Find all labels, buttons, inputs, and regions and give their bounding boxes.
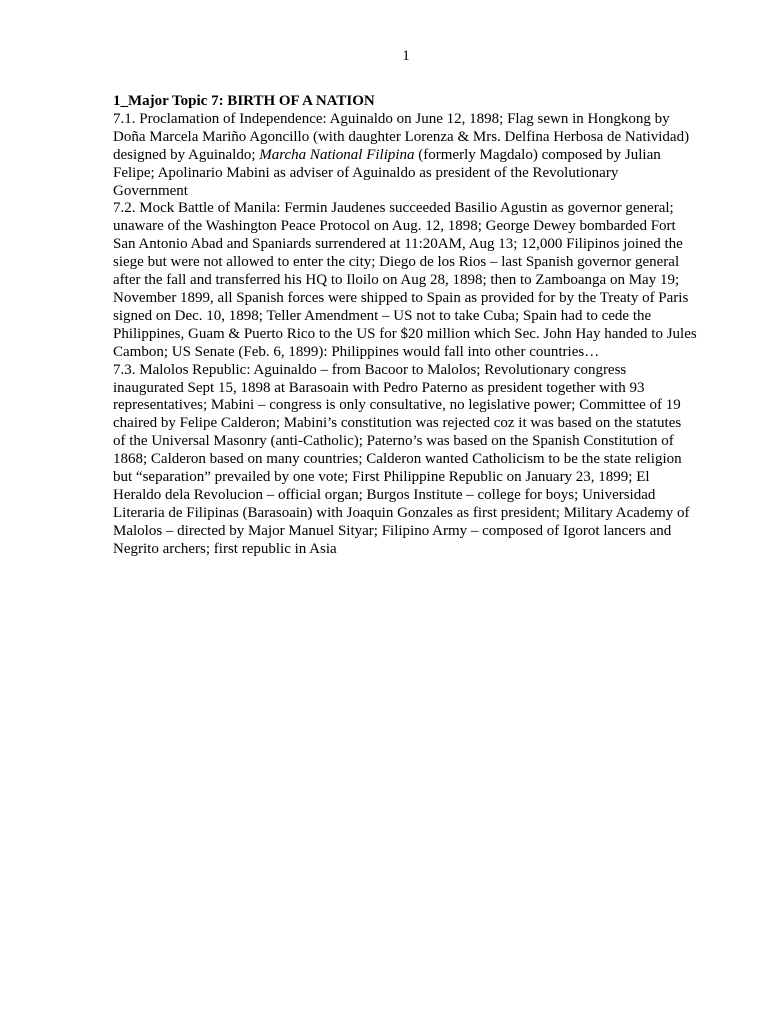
section-7-1-line: Felipe; Apolinario Mabini as adviser of Aguinaldo as president of the Revolutionary xyxy=(113,164,619,181)
section-7-3-line: representatives; Mabini – congress is only consultative, no legislative power; Committee of 19 xyxy=(113,397,681,414)
section-7-2-line: November 1899, all Spanish forces were shipped to Spain as provided for by the Treaty of Paris xyxy=(113,289,689,306)
section-7-2-line: San Antonio Abad and Spaniards surrendered at 11:20AM, Aug 13; 12,000 Filipinos joined the xyxy=(113,236,683,253)
section-7-1-line: Government xyxy=(113,182,188,199)
section-7-3-line: but “separation” prevailed by one vote; First Philippine Republic on January 23, 1899; El xyxy=(113,469,650,486)
section-7-1 xyxy=(113,111,713,201)
section-7-3-line: 1868; Calderon based on many countries; Calderon wanted Catholicism to be the state religion xyxy=(113,451,682,468)
topic-heading: 1_Major Topic 7: BIRTH OF A NATION xyxy=(113,93,375,109)
anthem-title: Marcha National Filipina xyxy=(259,146,415,163)
section-7-3-line: Literaria de Filipinas (Barasoain) with Joaquin Gonzales as first president; Military Academy of xyxy=(113,504,690,521)
section-7-1-line: 7.1. Proclamation of Independence: Aguinaldo on June 12, 1898; Flag sewn in Hongkong by xyxy=(113,110,670,127)
section-7-2-line: signed on Dec. 10, 1898; Teller Amendment – US not to take Cuba; Spain had to cede the xyxy=(113,307,652,324)
section-7-2-line: Cambon; US Senate (Feb. 6, 1899): Philippines would fall into other countries… xyxy=(113,343,600,360)
section-7-3-line: of the Universal Masonry (anti-Catholic); Paterno’s was based on the Spanish Constitution of xyxy=(113,433,674,450)
section-7-3-line: Heraldo dela Revolucion – official organ; Burgos Institute – college for boys; Universidad xyxy=(113,486,656,503)
section-7-3-line: inaugurated Sept 15, 1898 at Barasoain with Pedro Paterno as president together with 93 xyxy=(113,379,645,396)
section-7-3-line: Negrito archers; first republic in Asia xyxy=(113,540,337,557)
section-7-2-line: 7.2. Mock Battle of Manila: Fermin Jaudenes succeeded Basilio Agustin as governor general; xyxy=(113,200,674,217)
section-7-3-line: 7.3. Malolos Republic: Aguinaldo – from Bacoor to Malolos; Revolutionary congress xyxy=(113,361,627,378)
section-7-1-line: Doña Marcela Mariño Agoncillo (with daughter Lorenza & Mrs. Delfina Herbosa de Natividad) xyxy=(113,128,690,145)
section-7-2-line: siege but were not allowed to enter the city; Diego de los Rios – last Spanish governor general xyxy=(113,254,680,271)
section-7-2-line: unaware of the Washington Peace Protocol on Aug. 12, 1898; George Dewey bombarded Fort xyxy=(113,218,676,235)
section-7-3-line: chaired by Felipe Calderon; Mabini’s constitution was rejected coz it was based on the statutes xyxy=(113,415,682,432)
section-7-2 xyxy=(113,200,713,361)
section-7-1-text: (formerly Magdalo) composed by Julian xyxy=(414,146,661,163)
page-number: 1 xyxy=(402,48,410,64)
section-7-2-line: Philippines, Guam & Puerto Rico to the US for $20 million which Sec. John Hay handed to Jules xyxy=(113,325,697,342)
section-7-1-line xyxy=(113,147,713,165)
section-7-2-line: after the fall and transferred his HQ to Iloilo on Aug 28, 1898; then to Zamboanga on May 19; xyxy=(113,272,680,289)
section-7-1-text: designed by Aguinaldo; xyxy=(113,146,260,163)
section-7-3-line: Malolos – directed by Major Manuel Sityar; Filipino Army – composed of Igorot lancers and xyxy=(113,522,672,539)
document-body xyxy=(113,93,713,559)
section-7-3 xyxy=(113,362,713,559)
